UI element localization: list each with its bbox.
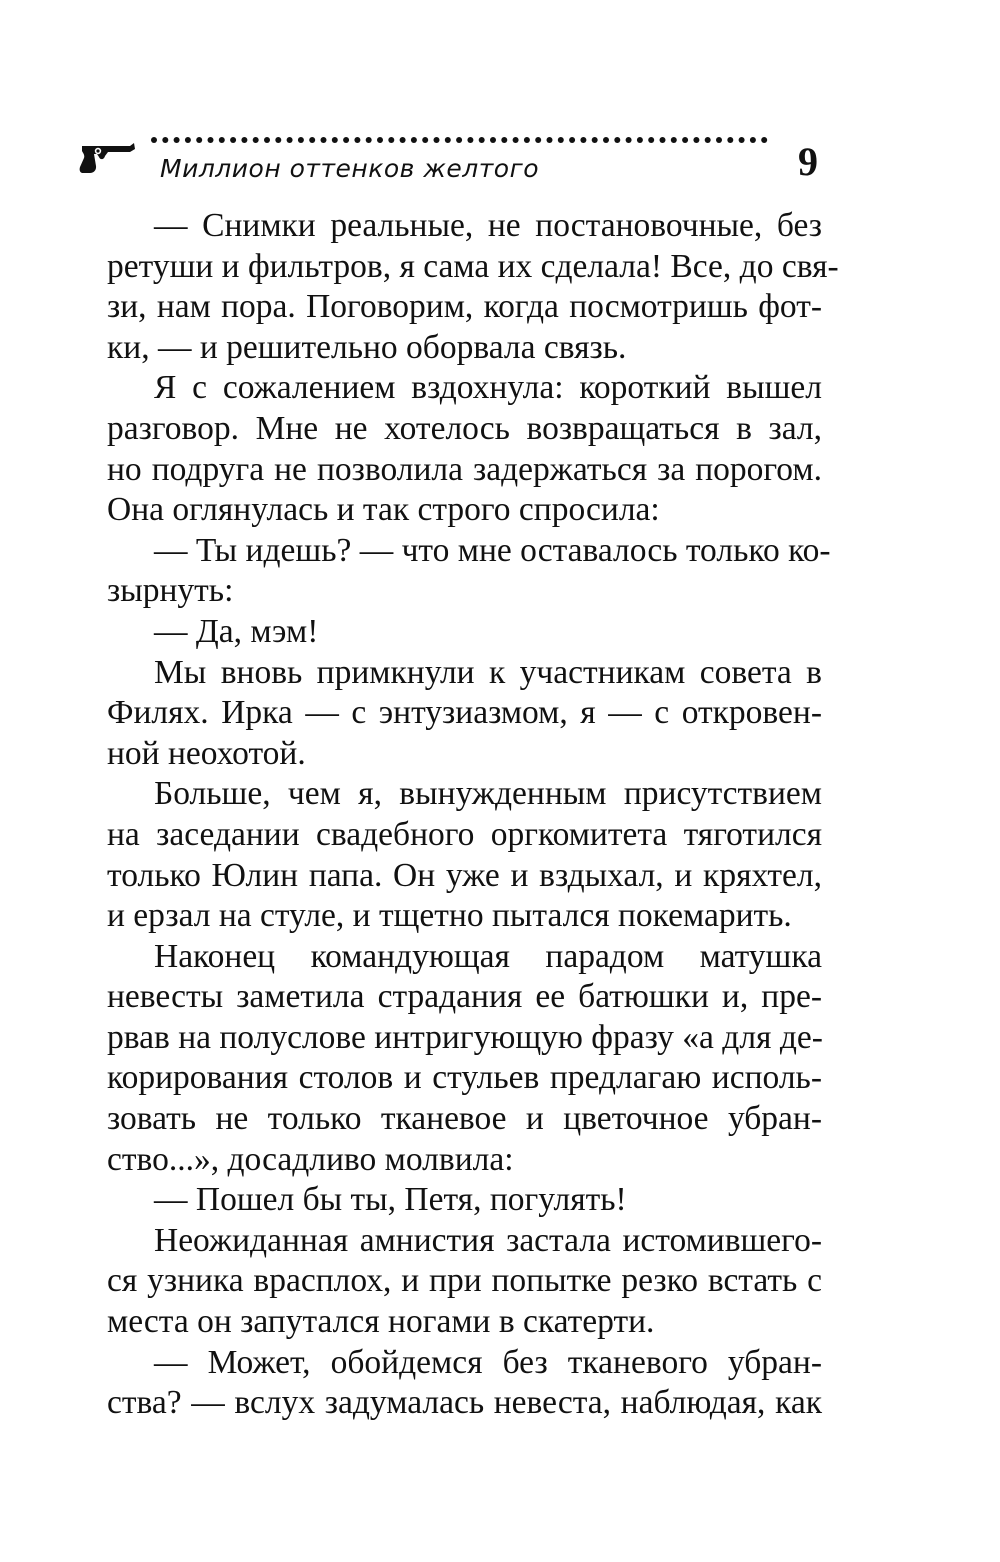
rule-dot <box>648 137 654 143</box>
rule-dot <box>332 137 338 143</box>
rule-dot <box>343 137 349 143</box>
rule-dot <box>264 137 270 143</box>
paragraph <box>107 653 822 775</box>
rule-dot <box>411 137 417 143</box>
revolver-icon <box>78 140 136 178</box>
header-dotted-rule <box>150 132 770 148</box>
rule-dot <box>388 137 394 143</box>
page-number: 9 <box>798 139 818 184</box>
rule-dot <box>253 137 259 143</box>
paragraph <box>107 368 822 530</box>
rule-dot <box>693 137 699 143</box>
rule-dot <box>422 137 428 143</box>
text-line: ство...», досадливо молвила: <box>107 1140 514 1178</box>
rule-dot <box>400 137 406 143</box>
rule-dot <box>445 137 451 143</box>
text-line: — Да, мэм! <box>154 612 319 650</box>
rule-dot <box>580 137 586 143</box>
rule-dot <box>569 137 575 143</box>
text-line: Я с сожалением вздохнула: короткий вышел <box>154 369 822 407</box>
paragraph <box>107 774 822 936</box>
text-line: Больше, чем я, вынужденным присутствием <box>154 775 822 813</box>
rule-dot <box>727 137 733 143</box>
rule-dot <box>513 137 519 143</box>
rule-dot <box>535 137 541 143</box>
rule-dot <box>185 137 191 143</box>
paragraph <box>107 1221 822 1343</box>
rule-dot <box>637 137 643 143</box>
paragraph <box>107 531 831 612</box>
text-line: но подруга не позволила задержаться за порогом. <box>107 450 822 488</box>
rule-dot <box>750 137 756 143</box>
rule-dot <box>547 137 553 143</box>
rule-dot <box>196 137 202 143</box>
text-line: разговор. Мне не хотелось возвращаться в зал, <box>107 409 822 447</box>
rule-dot <box>716 137 722 143</box>
rule-dot <box>558 137 564 143</box>
paragraph <box>107 612 822 653</box>
rule-dot <box>275 137 281 143</box>
text-line: Мы вновь примкнули к участникам совета в <box>154 653 822 691</box>
text-line: места он запутался ногами в скатерти. <box>107 1303 655 1341</box>
rule-dot <box>479 137 485 143</box>
text-line: ства? — вслух задумалась невеста, наблюдая, как <box>107 1384 822 1422</box>
rule-dot <box>354 137 360 143</box>
paragraph <box>107 206 839 368</box>
rule-dot <box>377 137 383 143</box>
text-line: — Может, обойдемся без тканевого убран- <box>154 1343 822 1381</box>
rule-dot <box>671 137 677 143</box>
running-title: Миллион оттенков желтого <box>160 154 540 183</box>
text-line: — Пошел бы ты, Петя, погулять! <box>154 1181 627 1219</box>
page-header <box>78 132 830 192</box>
text-line: ной неохотой. <box>107 734 306 772</box>
text-line: зовать не только тканевое и цветочное убран- <box>107 1100 822 1138</box>
text-line: корирования столов и стульев предлагаю исполь- <box>107 1059 822 1097</box>
rule-dot <box>501 137 507 143</box>
text-line: Она оглянулась и так строго спросила: <box>107 491 660 529</box>
rule-dot <box>174 137 180 143</box>
text-line: на заседании свадебного оргкомитета тяготился <box>107 815 822 853</box>
rule-dot <box>230 137 236 143</box>
text-line: — Ты идешь? — что мне оставалось только ко- <box>154 531 831 569</box>
text-line: Неожиданная амнистия застала истомившего- <box>154 1221 822 1259</box>
rule-dot <box>151 137 157 143</box>
text-line: ретуши и фильтров, я сама их сделала! Все, до свя- <box>107 247 839 285</box>
rule-dot <box>456 137 462 143</box>
rule-dot <box>434 137 440 143</box>
rule-dot <box>705 137 711 143</box>
rule-dot <box>298 137 304 143</box>
text-line: ся узника врасплох, и при попытке резко встать с <box>107 1262 822 1300</box>
rule-dot <box>626 137 632 143</box>
paragraph <box>107 937 822 1181</box>
rule-dot <box>241 137 247 143</box>
body-text <box>107 206 839 1424</box>
text-line: рвав на полуслове интригующую фразу «а для де- <box>107 1018 823 1056</box>
rule-dot <box>660 137 666 143</box>
rule-dot <box>309 137 315 143</box>
rule-dot <box>592 137 598 143</box>
rule-dot <box>524 137 530 143</box>
rule-dot <box>287 137 293 143</box>
rule-dot <box>682 137 688 143</box>
text-line: невесты заметила страдания ее батюшки и, пре- <box>107 978 822 1016</box>
text-line: и ерзал на стуле, и тщетно пытался покемарить. <box>107 897 792 935</box>
text-line: Филях. Ирка — с энтузиазмом, я — с откровен- <box>107 694 822 732</box>
text-line: — Снимки реальные, не постановочные, без <box>154 207 822 244</box>
rule-dot <box>321 137 327 143</box>
rule-dot <box>603 137 609 143</box>
rule-dot <box>162 137 168 143</box>
text-line: Наконец командующая парадом матушка <box>154 937 822 975</box>
text-line: зырнуть: <box>107 572 234 610</box>
rule-dot <box>219 137 225 143</box>
rule-dot <box>614 137 620 143</box>
rule-dot <box>761 137 767 143</box>
rule-dot <box>208 137 214 143</box>
paragraph <box>107 1343 822 1424</box>
text-line: ки, — и решительно оборвала связь. <box>107 328 627 366</box>
rule-dot <box>490 137 496 143</box>
text-line: зи, нам пора. Поговорим, когда посмотришь фот- <box>107 288 822 326</box>
paragraph <box>107 1180 822 1221</box>
rule-dot <box>739 137 745 143</box>
rule-dot <box>366 137 372 143</box>
text-line: только Юлин папа. Он уже и вздыхал, и кряхтел, <box>107 856 822 894</box>
rule-dot <box>467 137 473 143</box>
